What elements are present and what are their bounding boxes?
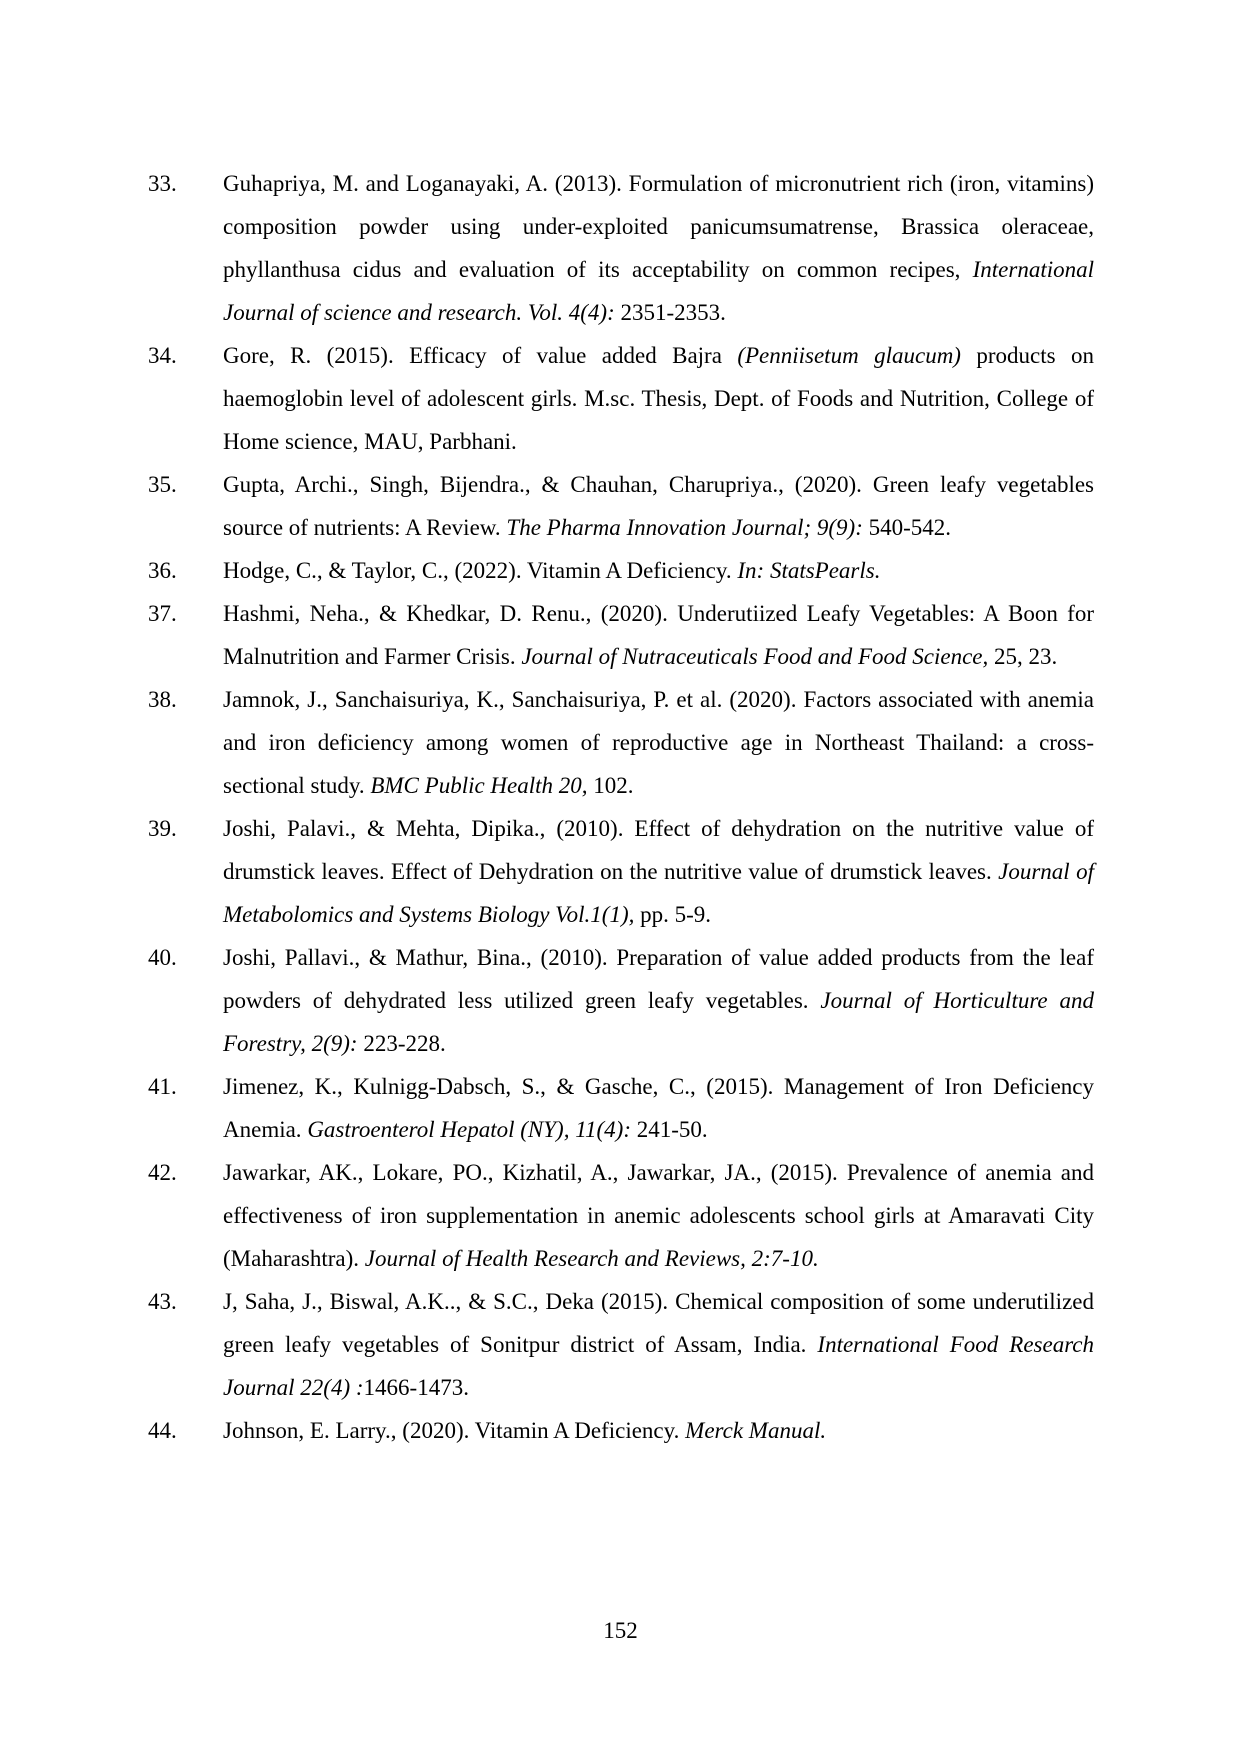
reference-number: 41.	[148, 1074, 177, 1099]
reference-text	[223, 1409, 1094, 1452]
reference-source-italic: The Pharma Innovation Journal; 9(9):	[506, 515, 863, 540]
reference-text	[223, 334, 1094, 463]
reference-item	[0, 688, 1241, 817]
reference-text-segment: 25, 23.	[988, 644, 1058, 669]
reference-text-segment: Johnson, E. Larry., (2020). Vitamin A Deficiency.	[223, 1418, 686, 1443]
reference-item	[0, 1075, 1241, 1161]
reference-text-segment: 102.	[587, 773, 634, 798]
reference-source-italic: In: StatsPearls.	[737, 558, 881, 583]
reference-number: 42.	[148, 1160, 177, 1185]
reference-source-italic: Merck Manual.	[685, 1418, 827, 1443]
reference-number: 40.	[148, 945, 177, 970]
reference-number: 35.	[148, 472, 177, 497]
reference-item	[0, 946, 1241, 1075]
reference-number: 36.	[148, 558, 177, 583]
reference-number: 34.	[148, 343, 177, 368]
reference-text	[223, 936, 1094, 1065]
reference-text-segment: 2351-2353.	[614, 300, 726, 325]
reference-text-segment: Hodge, C., & Taylor, C., (2022). Vitamin A Deficiency.	[223, 558, 738, 583]
reference-text-segment: Gore, R. (2015). Efficacy of value added Bajra	[223, 343, 738, 368]
reference-text-segment: Jimenez, K., Kulnigg-Dabsch, S., & Gasche, C., (2015). Management of Iron Deficiency Anemia.	[223, 1074, 1094, 1142]
reference-text-segment: Jawarkar, AK., Lokare, PO., Kizhatil, A., Jawarkar, JA., (2015). Prevalence of anemia and effectiveness of iron supplementation in anemic adolescents school girls at Amaravati City (Maharashtra).	[223, 1160, 1094, 1271]
reference-item	[0, 1419, 1241, 1462]
reference-text-segment: products on haemoglobin level of adolescent girls. M.sc. Thesis, Dept. of Foods and Nutrition, College of Home science, MAU, Parbhani.	[223, 343, 1094, 454]
reference-item	[0, 172, 1241, 344]
reference-text	[223, 592, 1094, 678]
reference-number: 44.	[148, 1418, 177, 1443]
reference-number: 33.	[148, 171, 177, 196]
reference-item	[0, 817, 1241, 946]
reference-number: 39.	[148, 816, 177, 841]
reference-text	[223, 1065, 1094, 1151]
reference-text	[223, 549, 1094, 592]
reference-text-segment: 223-228.	[357, 1031, 446, 1056]
reference-number: 37.	[148, 601, 177, 626]
reference-text	[223, 1151, 1094, 1280]
reference-text-segment: 1466-1473.	[363, 1375, 469, 1400]
page-number: 152	[603, 1618, 638, 1643]
reference-source-italic: Journal of Metabolomics and Systems Biology Vol.1(1),	[223, 859, 1094, 927]
reference-item	[0, 1290, 1241, 1419]
reference-number: 38.	[148, 687, 177, 712]
reference-source-italic: (Penniisetum glaucum)	[737, 343, 961, 368]
reference-source-italic: Gastroenterol Hepatol (NY), 11(4):	[307, 1117, 631, 1142]
reference-text	[223, 162, 1094, 334]
reference-text	[223, 678, 1094, 807]
reference-text	[223, 1280, 1094, 1409]
reference-text-segment: Hashmi, Neha., & Khedkar, D. Renu., (2020). Underutiized Leafy Vegetables: A Boon for Malnutrition and Farmer Crisis.	[223, 601, 1094, 669]
reference-item	[0, 602, 1241, 688]
reference-source-italic: International Food Research Journal 22(4) :	[223, 1332, 1095, 1400]
reference-source-italic: International Journal of science and research. Vol. 4(4):	[223, 257, 1094, 325]
reference-text	[223, 807, 1094, 936]
reference-item	[0, 473, 1241, 559]
reference-item	[0, 1161, 1241, 1290]
reference-text-segment: Guhapriya, M. and Loganayaki, A. (2013). Formulation of micronutrient rich (iron, vitamins) composition powder using under-exploited panicumsumatrense, Brassica oleraceae, phyllanthusa cidus and evaluation of its acceptability on common recipes,	[223, 171, 1094, 282]
reference-number: 43.	[148, 1289, 177, 1314]
reference-source-italic: Journal of Horticulture and Forestry, 2(9):	[223, 988, 1094, 1056]
reference-text-segment: pp. 5-9.	[634, 902, 712, 927]
reference-list	[0, 172, 1241, 1462]
reference-text-segment: 540-542.	[862, 515, 952, 540]
reference-source-italic: BMC Public Health 20,	[370, 773, 588, 798]
reference-text	[223, 463, 1094, 549]
reference-text-segment: Joshi, Pallavi., & Mathur, Bina., (2010). Preparation of value added products from the leaf powders of dehydrated less utilized green leafy vegetables.	[223, 945, 1094, 1013]
reference-text-segment: J, Saha, J., Biswal, A.K.., & S.C., Deka (2015). Chemical composition of some underutilized green leafy vegetables of Sonitpur district of Assam, India.	[223, 1289, 1094, 1357]
reference-text-segment: Joshi, Palavi., & Mehta, Dipika., (2010). Effect of dehydration on the nutritive value of drumstick leaves. Effect of Dehydration on the nutritive value of drumstick leaves.	[223, 816, 1094, 884]
reference-text-segment: Jamnok, J., Sanchaisuriya, K., Sanchaisuriya, P. et al. (2020). Factors associated with anemia and iron deficiency among women of reproductive age in Northeast Thailand: a cross-sectional study.	[223, 687, 1094, 798]
reference-item	[0, 344, 1241, 473]
reference-source-italic: Journal of Nutraceuticals Food and Food Science,	[521, 644, 989, 669]
reference-text-segment: 241-50.	[630, 1117, 708, 1142]
reference-text-segment: Gupta, Archi., Singh, Bijendra., & Chauhan, Charupriya., (2020). Green leafy vegetables source of nutrients: A Review.	[223, 472, 1094, 540]
reference-source-italic: Journal of Health Research and Reviews, 2:7-10.	[364, 1246, 819, 1271]
